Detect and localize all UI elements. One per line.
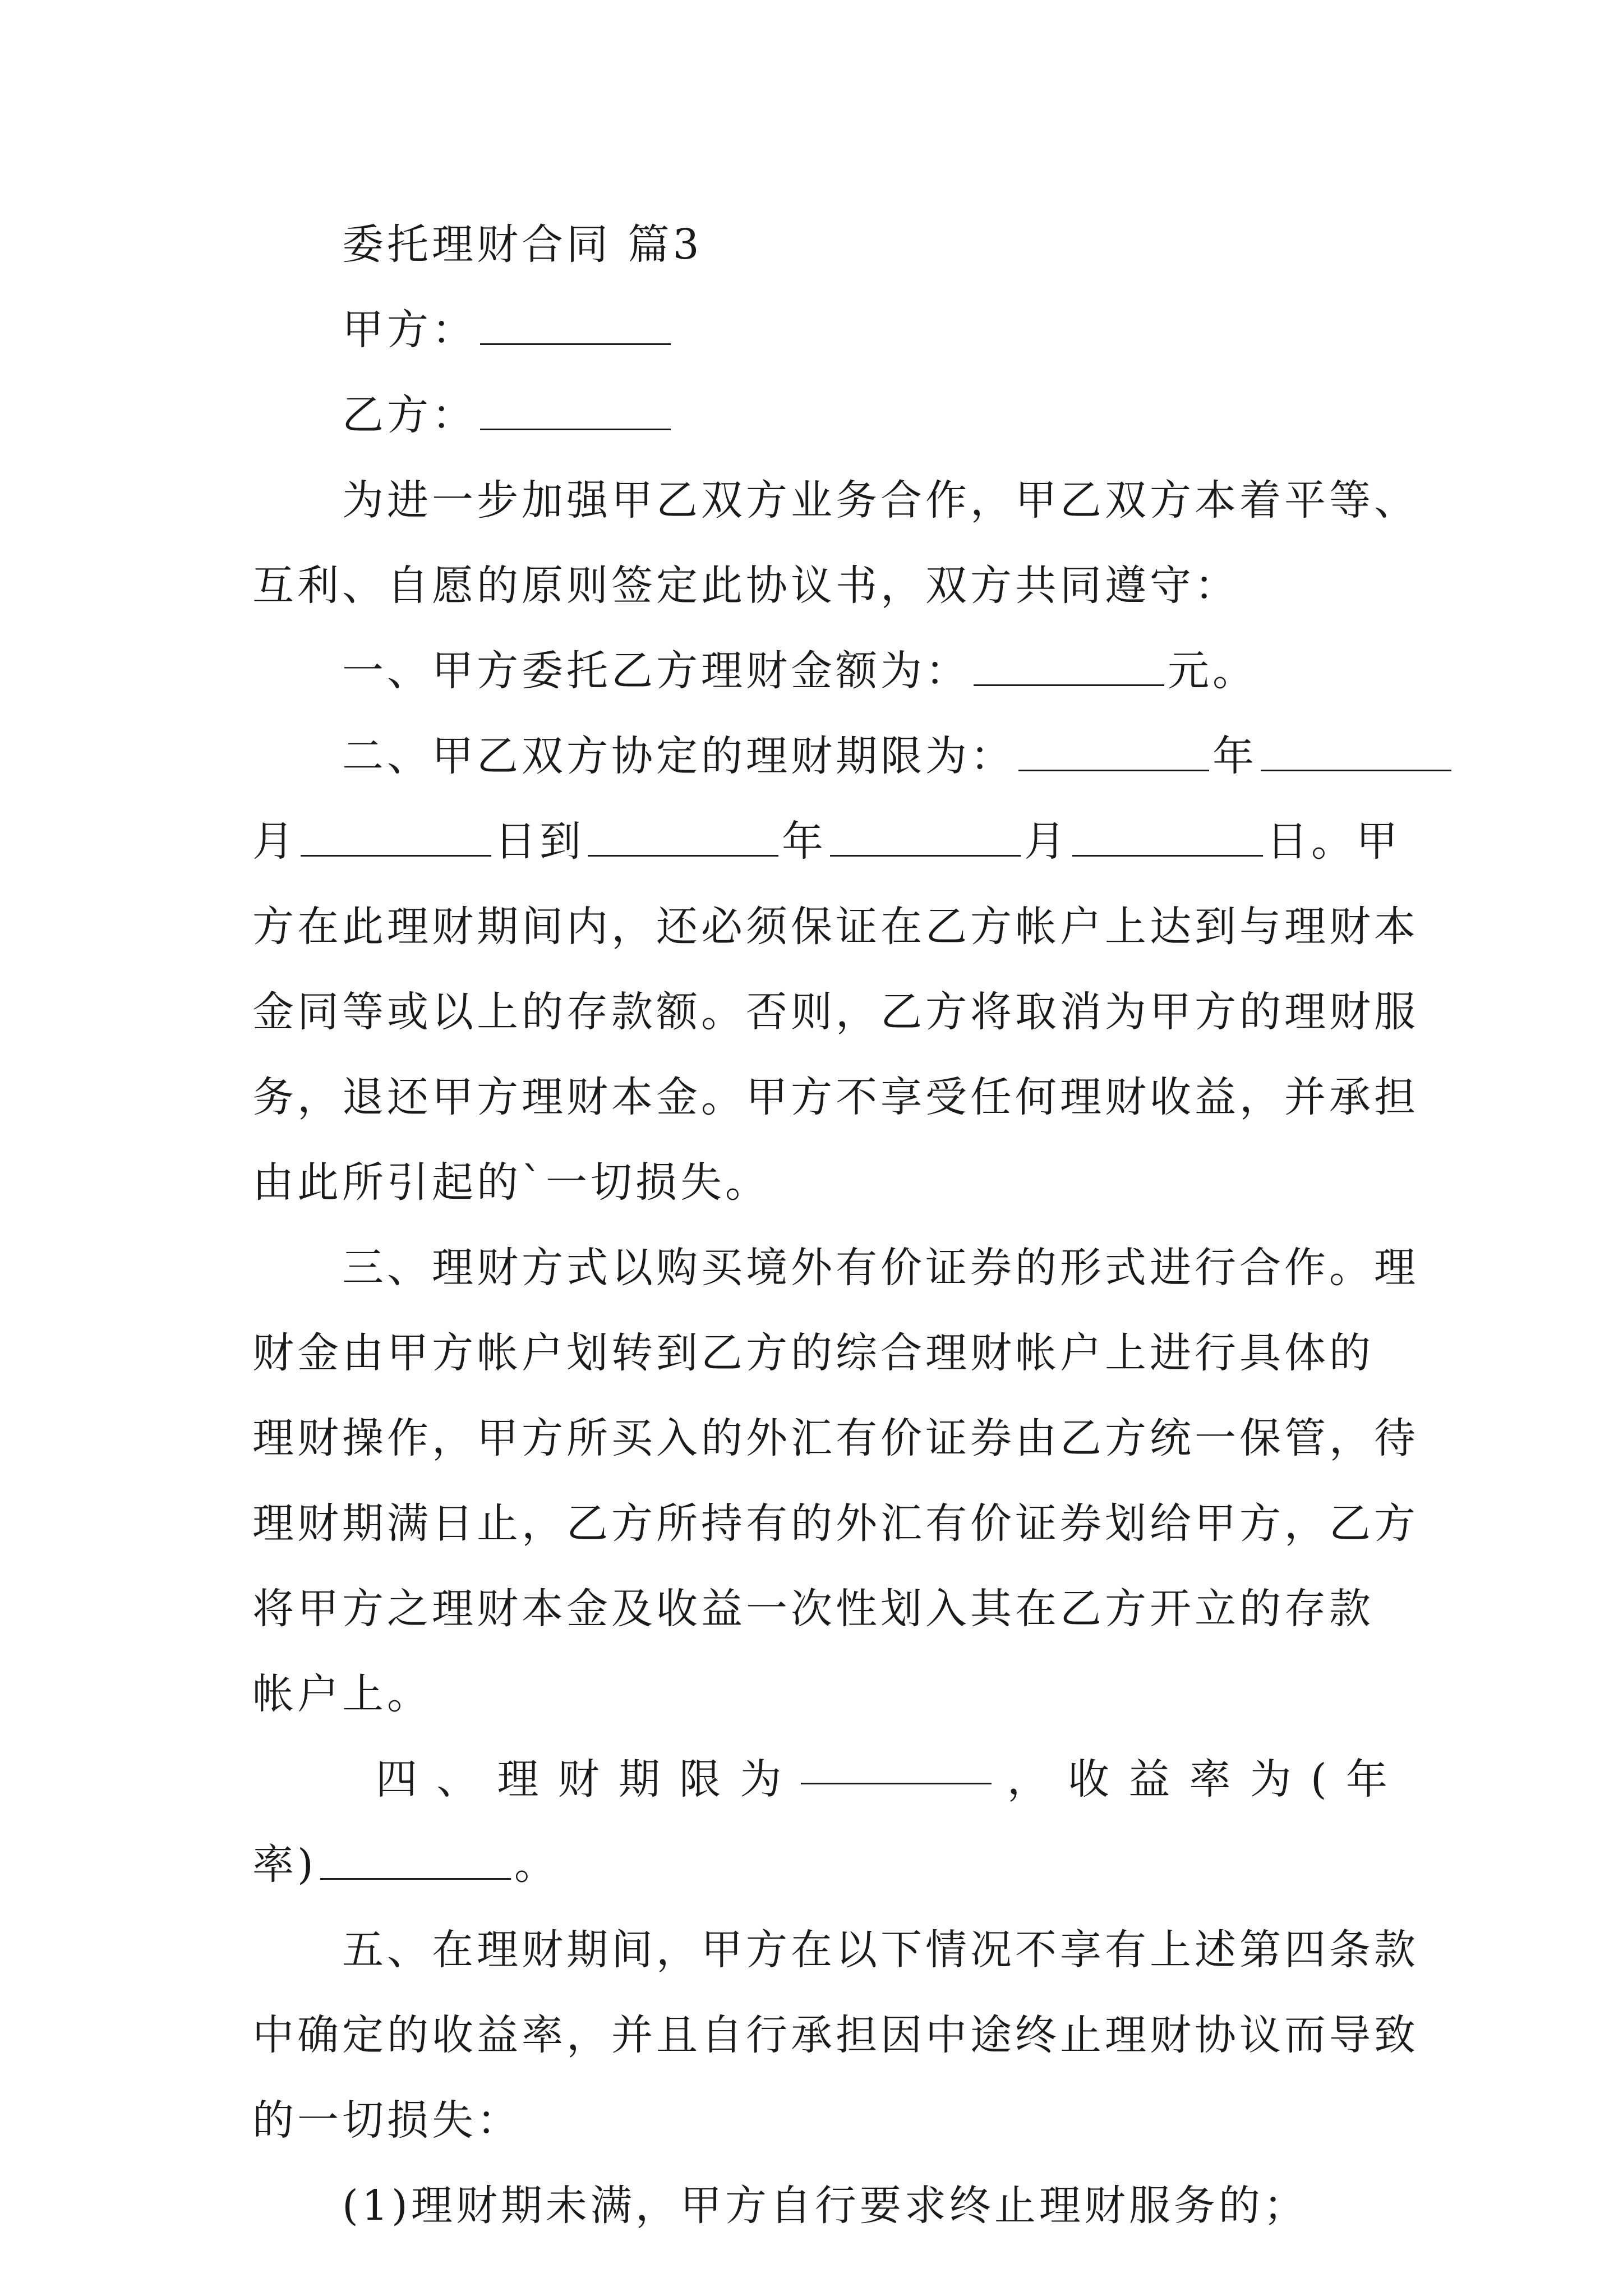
amount-blank — [974, 639, 1164, 686]
period-blank — [801, 1738, 992, 1784]
clause-2-year-2: 年 — [782, 817, 827, 866]
clause-3-line-5 — [252, 1566, 1391, 1651]
contract-page — [252, 202, 1419, 2248]
clause-2-month: 月 — [252, 817, 297, 866]
intro-line-1 — [252, 458, 1419, 543]
clause-5-line-1 — [252, 1907, 1419, 1993]
clause-3-text-5: 将甲方之理财本金及收益一次性划入其在乙方开立的存款 — [252, 1585, 1374, 1633]
clause-3-text-3: 理财操作，甲方所买入的外汇有价证券由乙方统一保管，待 — [252, 1414, 1419, 1462]
clause-4-word: ， — [1007, 1755, 1052, 1803]
clause-2-year: 年 — [1212, 732, 1257, 780]
start-month-blank — [1261, 725, 1451, 771]
party-b-line — [252, 372, 1391, 458]
clause-5-line-3 — [252, 2078, 1391, 2163]
clause-5-line-2 — [252, 1993, 1419, 2078]
clause-1 — [252, 628, 1391, 714]
clause-3-line-6 — [252, 1651, 1391, 1737]
clause-1-text: 一、甲方委托乙方理财金额为： — [342, 647, 970, 695]
clause-4-word: 益 — [1128, 1755, 1174, 1803]
clause-4-word: 四 — [376, 1755, 421, 1803]
clause-2-text-6: 由此所引起的`一切损失。 — [252, 1158, 770, 1207]
clause-2-text-3: 方在此理财期间内，还必须保证在乙方帐户上达到与理财本 — [252, 903, 1419, 951]
intro-text-2: 互利、自愿的原则签定此协议书，双方共同遵守： — [252, 562, 1239, 610]
clause-2-line-6 — [252, 1140, 1391, 1225]
party-b-blank — [480, 384, 671, 430]
party-b-label: 乙方： — [342, 391, 477, 439]
clause-3-line-4 — [252, 1481, 1419, 1566]
clause-3-text-1: 三、理财方式以购买境外有价证券的形式进行合作。理 — [342, 1244, 1419, 1292]
clause-2-month-2: 月 — [1024, 817, 1069, 866]
clause-4-rate-label: 率) — [252, 1841, 317, 1889]
clause-5-text-3: 的一切损失： — [252, 2096, 522, 2145]
clause-3-line-1 — [252, 1225, 1419, 1310]
clause-4-word: 限 — [679, 1755, 725, 1803]
clause-4-word: 期 — [618, 1755, 663, 1803]
clause-3-text-6: 帐户上。 — [252, 1670, 432, 1718]
clause-2-text-5: 务，退还甲方理财本金。甲方不享受任何理财收益，并承担 — [252, 1073, 1419, 1121]
clause-3-line-3 — [252, 1396, 1419, 1481]
clause-3-text-4: 理财期满日止，乙方所持有的外汇有价证券划给甲方，乙方 — [252, 1499, 1419, 1548]
clause-3-line-2 — [252, 1310, 1391, 1396]
clause-4-line-2 — [252, 1822, 1391, 1907]
clause-5-text-1: 五、在理财期间，甲方在以下情况不享有上述第四条款 — [342, 1926, 1419, 1974]
clause-2-day-to: 日到 — [495, 817, 584, 866]
end-year-blank — [588, 810, 778, 857]
party-a-label: 甲方： — [342, 306, 477, 354]
end-month-blank — [830, 810, 1021, 857]
clause-4-word: 、 — [436, 1755, 482, 1803]
clause-4-word: 财 — [557, 1755, 603, 1803]
clause-4-word: 收 — [1067, 1755, 1113, 1803]
clause-4-end: 。 — [514, 1841, 559, 1889]
clause-5-item-1-text: (1)理财期未满，甲方自行要求终止理财服务的； — [342, 2182, 1308, 2230]
end-day-blank — [1072, 810, 1263, 857]
clause-4-word: 率 — [1189, 1755, 1234, 1803]
clause-2-line-5 — [252, 1055, 1419, 1140]
clause-4-word: 年 — [1345, 1755, 1391, 1803]
clause-4-word: 为 — [1249, 1755, 1295, 1803]
clause-4-word: 理 — [497, 1755, 542, 1803]
clause-2-line-1 — [252, 714, 1391, 799]
party-a-line — [252, 287, 1391, 372]
rate-blank — [320, 1833, 511, 1880]
clause-4-word: 为 — [740, 1755, 785, 1803]
clause-5-text-2: 中确定的收益率，并且自行承担因中途终止理财协议而导致 — [252, 2011, 1419, 2059]
clause-2-text: 二、甲乙双方协定的理财期限为： — [342, 732, 1015, 780]
intro-line-2 — [252, 543, 1391, 628]
clause-2-line-3 — [252, 884, 1419, 969]
clause-2-end: 日。甲 — [1266, 817, 1401, 866]
clause-2-text-4: 金同等或以上的存款额。否则，乙方将取消为甲方的理财服 — [252, 988, 1419, 1036]
contract-heading — [252, 202, 1391, 287]
party-a-blank — [480, 298, 671, 345]
clause-4-line-1 — [252, 1737, 1391, 1822]
clause-5-item-1 — [252, 2163, 1391, 2248]
intro-text-1: 为进一步加强甲乙双方业务合作，甲乙双方本着平等、 — [342, 476, 1419, 524]
clause-2-line-2 — [252, 799, 1401, 884]
start-year-blank — [1018, 725, 1209, 771]
clause-2-line-4 — [252, 969, 1419, 1055]
clause-1-unit: 元。 — [1168, 647, 1257, 695]
clause-4-word: ( — [1310, 1755, 1330, 1803]
clause-3-text-2: 财金由甲方帐户划转到乙方的综合理财帐户上进行具体的 — [252, 1329, 1374, 1377]
start-day-blank — [301, 810, 491, 857]
heading-text: 委托理财合同 篇3 — [342, 220, 703, 269]
